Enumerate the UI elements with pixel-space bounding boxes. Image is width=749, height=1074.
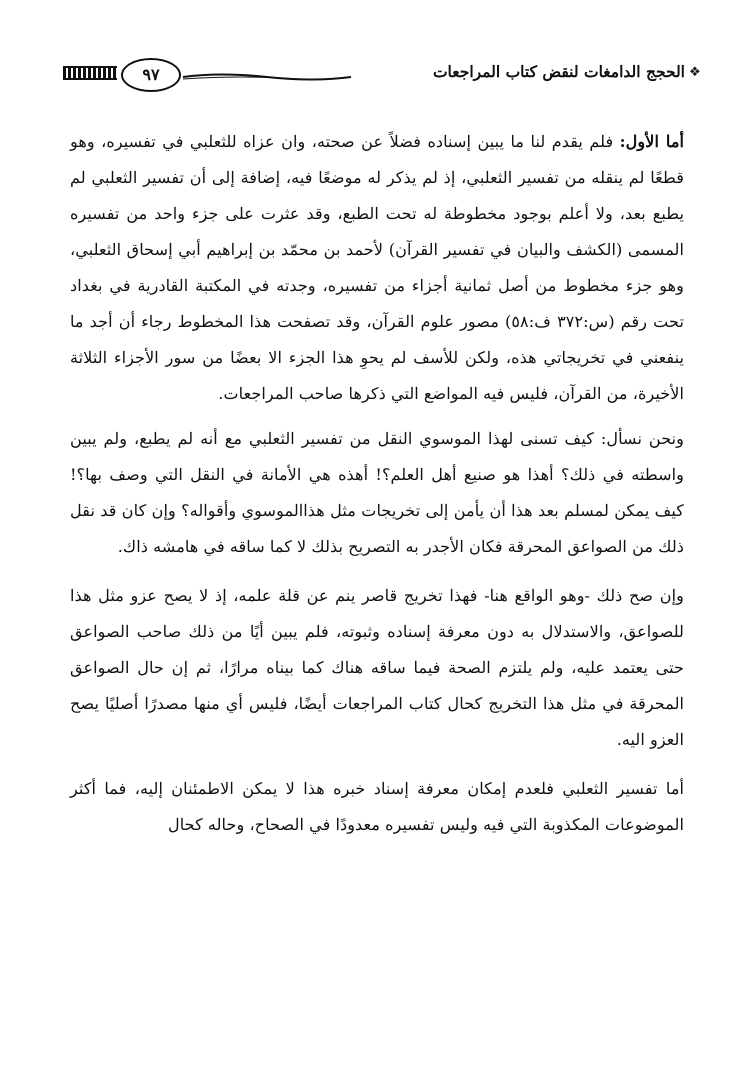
running-title: الحجج الدامغات لنقض كتاب المراجعات	[432, 62, 685, 81]
page-number: ٩٧	[142, 65, 160, 84]
paragraph-text: فلم يقدم لنا ما يبين إسناده فضلاً عن صحته، وان عزاه للثعلبي في تفسيره، وهو قطعًا لم ينقله من تفسير الثعلبي، إذ لم يذكر له موضعًا فيه، إضافة إلى أن تفسير الثعلبي لم يطبع بعد، ولا أعلم بوجود مخطوطة له تحت الطبع، وقد عثرت على جزء واحد من تفسيره المسمى (الكشف والبيان في تفسير القرآن) لأحمد بن محمّد بن إبراهيم أبي إسحاق الثعلبي، وهو جزء مخطوط من أصل ثمانية أجزاء من تفسيره، وجدته في المكتبة القادرية في بغداد تحت رقم (س:٣٧٢ ف:٥٨) مصور علوم القرآن، وقد تصفحت هذا المخطوط رجاء أن أجد ما ينفعني في تخريجاتي هذه، ولكن للأسف لم يحوِ هذا الجزء الا بعضًا من سور الأجزاء الثلاثة الأخيرة، من القرآن، فليس فيه المواضع التي ذكرها صاحب المراجعات.	[70, 132, 684, 403]
page-body	[70, 124, 684, 843]
paragraph-1	[70, 124, 684, 412]
paragraph-lead: أما تفسير الثعلبي	[562, 779, 684, 798]
paragraph-lead: أما الأول:	[619, 132, 684, 151]
paragraph-lead: وإن صح ذلك	[596, 586, 684, 605]
decorative-flourish	[181, 72, 353, 82]
page-number-badge	[121, 58, 181, 92]
paragraph-3	[70, 578, 684, 758]
paragraph-text: كيف تسنى لهذا الموسوي النقل من تفسير الثعلبي مع أنه لم يطبع، ولم يبين واسطته في ذلك؟ أهذا هو صنيع أهل العلم؟! أهذه هي الأمانة في النقل التي وصف بها؟! كيف يمكن لمسلم بعد هذا أن يأمن إلى تخريجات مثل هذاالموسوي وأقواله؟ وإن كان قد نقل ذلك من الصواعق المحرقة فكان الأجدر به التصريح بذلك لا كما ساقه في هامشه ذاك.	[70, 429, 684, 556]
page-header	[63, 58, 703, 94]
paragraph-text: فلعدم إمكان معرفة إسناد خبره هذا لا يمكن الاطمئنان إليه، فما أكثر الموضوعات المكذوبة التي فيه وليس تفسيره معدودًا في الصحاح، وحاله كحال	[70, 779, 684, 834]
paragraph-4	[70, 771, 684, 843]
decorative-border-ornament	[63, 66, 117, 80]
paragraph-text: -وهو الواقع هنا- فهذا تخريج قاصر ينم عن قلة علمه، إذ لا يصح عزو مثل هذا للصواعق، والاستدلال به دون معرفة إسناده وثبوته، فلم يبين أيًا من ذلك صاحب الصواعق حتى يعتمد عليه، ولم يلتزم الصحة فيما ساقه هناك كما بيناه مرارًا، ثم إن حال الصواعق المحرقة في مثل هذا التخريج كحال كتاب المراجعات أيضًا، فليس أي منها مصدرًا أصليًا يصح العزو اليه.	[70, 586, 684, 749]
paragraph-lead: ونحن نسأل:	[600, 429, 684, 448]
header-ornament-icon: ❖	[689, 65, 701, 80]
paragraph-2	[70, 421, 684, 565]
